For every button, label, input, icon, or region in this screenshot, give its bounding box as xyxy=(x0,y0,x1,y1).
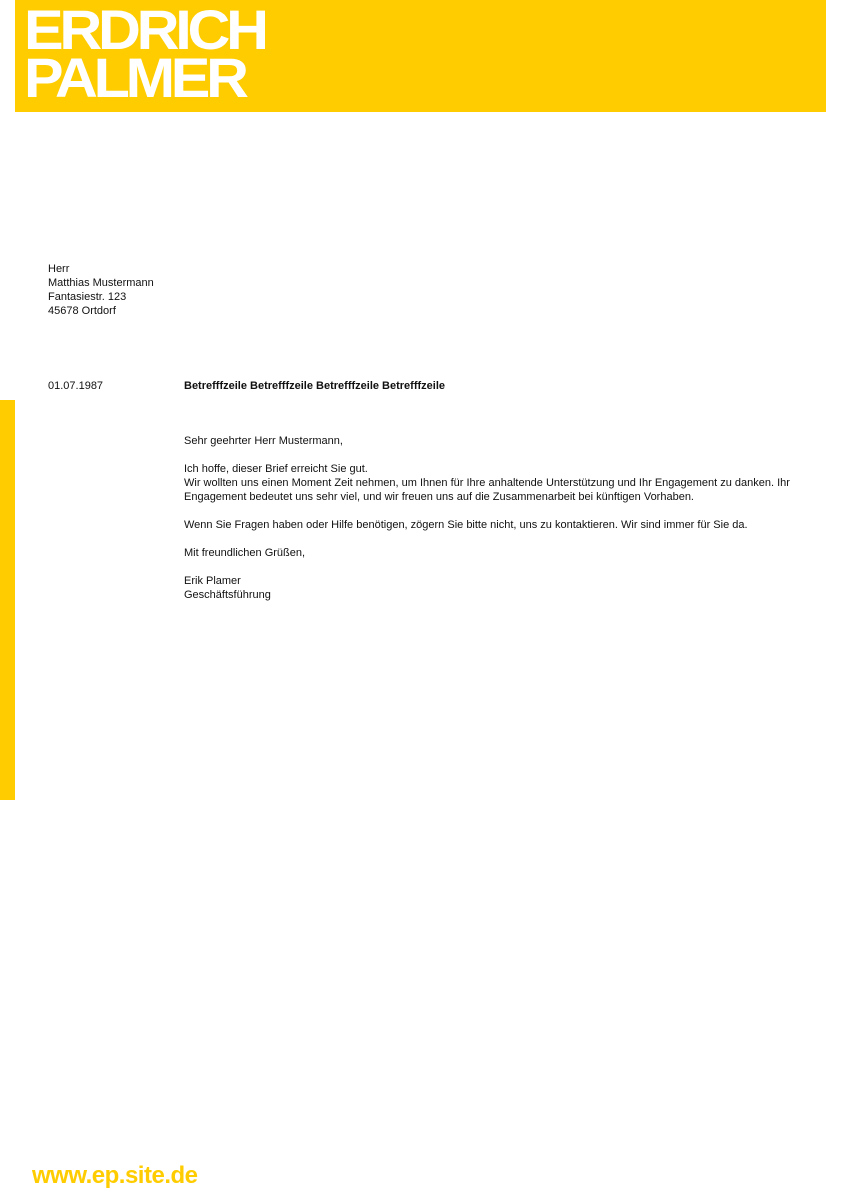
side-accent-bar xyxy=(0,400,15,800)
company-logo xyxy=(24,0,265,109)
header-bar xyxy=(15,0,826,112)
letter-subject: Betrefffzeile Betrefffzeile Betrefffzeile Betrefffzeile xyxy=(184,380,446,392)
paragraph-1-line-2: Wir wollten uns einen Moment Zeit nehmen, um Ihnen für Ihre anhaltende Unterstützung und Ihr Engagement zu danken. Ihr xyxy=(184,477,790,489)
logo-line-1: ERDRICH xyxy=(24,0,265,61)
recipient-name: Matthias Mustermann xyxy=(48,277,154,289)
logo-line-2: PALMER xyxy=(24,46,245,109)
letter-date: 01.07.1987 xyxy=(48,380,104,392)
recipient-street: Fantasiestr. 123 xyxy=(48,291,127,303)
signer-role: Geschäftsführung xyxy=(184,589,271,601)
paragraph-1-line-1: Ich hoffe, dieser Brief erreicht Sie gut. xyxy=(184,463,368,475)
paragraph-1-line-3: Engagement bedeutet uns sehr viel, und wir freuen uns auf die Zusammenarbeit bei künftigen Vorhaben. xyxy=(184,491,694,503)
signer-name: Erik Plamer xyxy=(184,575,241,587)
letter-signature xyxy=(184,574,834,602)
footer-website-link[interactable]: www.ep.site.de xyxy=(32,1162,198,1189)
letter-paragraph-2: Wenn Sie Fragen haben oder Hilfe benötigen, zögern Sie bitte nicht, uns zu kontaktieren. Wir sind immer für Sie da. xyxy=(184,519,748,531)
recipient-city: 45678 Ortdorf xyxy=(48,305,116,317)
letter-greeting: Sehr geehrter Herr Mustermann, xyxy=(184,435,343,447)
letter-body xyxy=(184,434,834,616)
recipient-salutation: Herr xyxy=(48,263,70,275)
letter-paragraph-1 xyxy=(184,462,834,504)
recipient-address xyxy=(48,262,154,318)
letter-closing: Mit freundlichen Grüßen, xyxy=(184,547,306,559)
